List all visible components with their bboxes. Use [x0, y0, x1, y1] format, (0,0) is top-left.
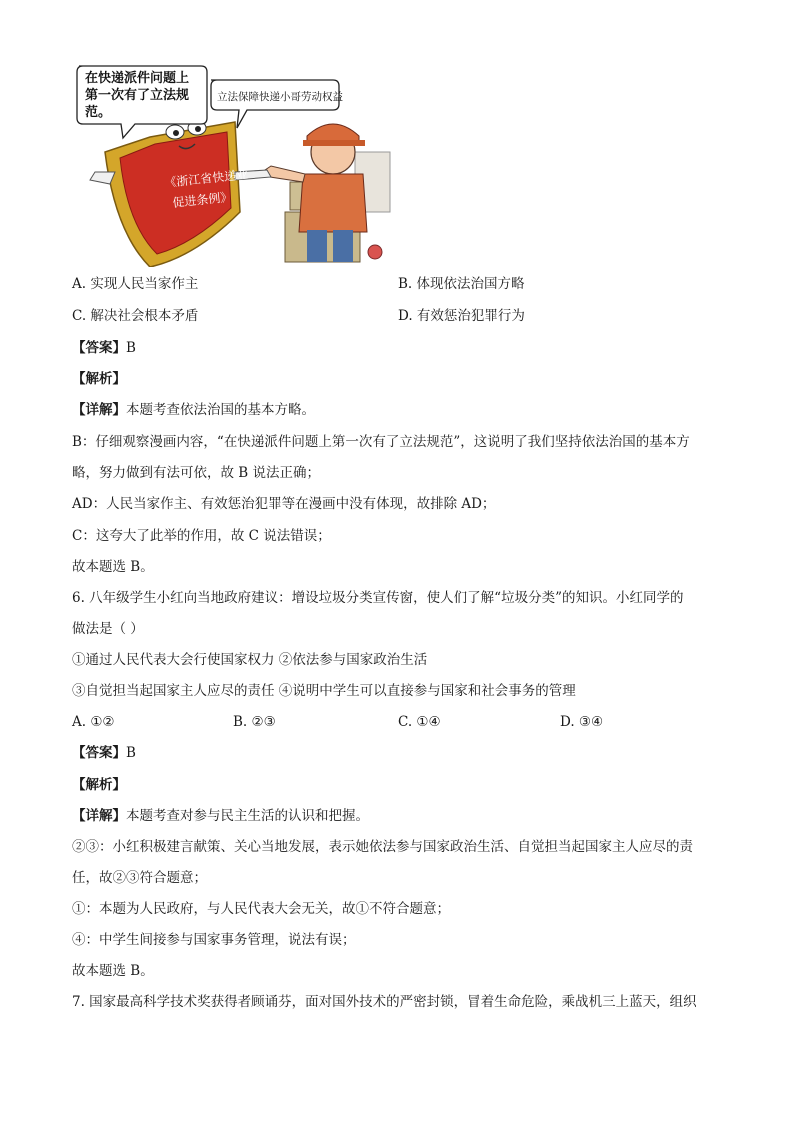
bubble-left-line-3: 范。: [85, 105, 112, 120]
q6-option-a: A. ①②: [72, 714, 115, 730]
q6-option-d: D. ③④: [560, 714, 604, 730]
q5-option-c: C. 解决社会根本矛盾: [72, 308, 199, 324]
q6-item-line-1: ①通过人民代表大会行使国家权力 ②依法参与国家政治生活: [72, 652, 428, 668]
q6-item-line-2: ③自觉担当起国家主人应尽的责任 ④说明中学生可以直接参与国家和社会事务的管理: [72, 683, 576, 699]
answer-value: B: [126, 745, 136, 761]
detail-tag: 【详解】: [72, 808, 126, 824]
q5-line-1: B：仔细观察漫画内容，“在快递派件问题上第一次有了立法规范”，这说明了我们坚持依法治国的基本方: [72, 434, 690, 450]
shield-text-line-1: 《浙江省快递业: [163, 167, 249, 190]
shield-text-line-2: 促进条例》: [171, 189, 234, 210]
q6-line-3: ①：本题为人民政府，与人民代表大会无关，故①不符合题意；: [72, 901, 450, 917]
q6-line-4: ④：中学生间接参与国家事务管理，说法有误；: [72, 932, 356, 948]
q6-line-1: ②③：小红积极建言献策、关心当地发展，表示她依法参与国家政治生活、自觉担当起国家主人应尽的责: [72, 839, 693, 855]
q5-analysis-tag: 【解析】: [72, 371, 126, 387]
q5-option-a: A. 实现人民当家作主: [72, 276, 199, 292]
q6-option-b: B. ②③: [233, 714, 276, 730]
answer-tag: 【答案】: [72, 745, 126, 761]
bubble-left-line-1: 在快递派件问题上: [85, 71, 190, 86]
q5-answer: [72, 338, 136, 358]
detail-tag: 【详解】: [72, 402, 126, 418]
answer-tag: 【答案】: [72, 340, 126, 356]
q5-detail: [72, 400, 315, 420]
q6-line-5: 故本题选 B。: [72, 963, 154, 979]
q6-analysis-tag: 【解析】: [72, 777, 126, 793]
q5-option-b: B. 体现依法治国方略: [398, 276, 525, 292]
bubble-left-line-2: 第一次有了立法规: [85, 88, 190, 103]
bubble-right-text: 立法保障快递小哥劳动权益: [217, 91, 343, 103]
q6-stem-1: 6. 八年级学生小红向当地政府建议：增设垃圾分类宣传窗，使人们了解“垃圾分类”的知识。小红同学的: [72, 590, 684, 606]
detail-text: 本题考查对参与民主生活的认识和把握。: [126, 808, 369, 824]
q6-stem-2: 做法是（ ）: [72, 621, 144, 637]
answer-value: B: [126, 340, 136, 356]
q6-detail: [72, 806, 369, 826]
q5-line-5: 故本题选 B。: [72, 559, 154, 575]
q5-line-3: AD：人民当家作主、有效惩治犯罪等在漫画中没有体现，故排除 AD；: [72, 496, 496, 512]
cartoon-illustration: [75, 62, 393, 267]
q6-option-c: C. ①④: [398, 714, 441, 730]
detail-text: 本题考查依法治国的基本方略。: [126, 402, 315, 418]
q5-line-2: 略，努力做到有法可依，故 B 说法正确；: [72, 465, 321, 481]
q6-line-2: 任，故②③符合题意；: [72, 870, 207, 886]
q5-line-4: C：这夸大了此举的作用，故 C 说法错误；: [72, 528, 331, 544]
q6-answer: [72, 743, 136, 763]
q7-stem: 7. 国家最高科学技术奖获得者顾诵芬，面对国外技术的严密封锁，冒着生命危险，乘战机三上蓝天，组织: [72, 994, 697, 1010]
q5-option-d: D. 有效惩治犯罪行为: [398, 308, 525, 324]
